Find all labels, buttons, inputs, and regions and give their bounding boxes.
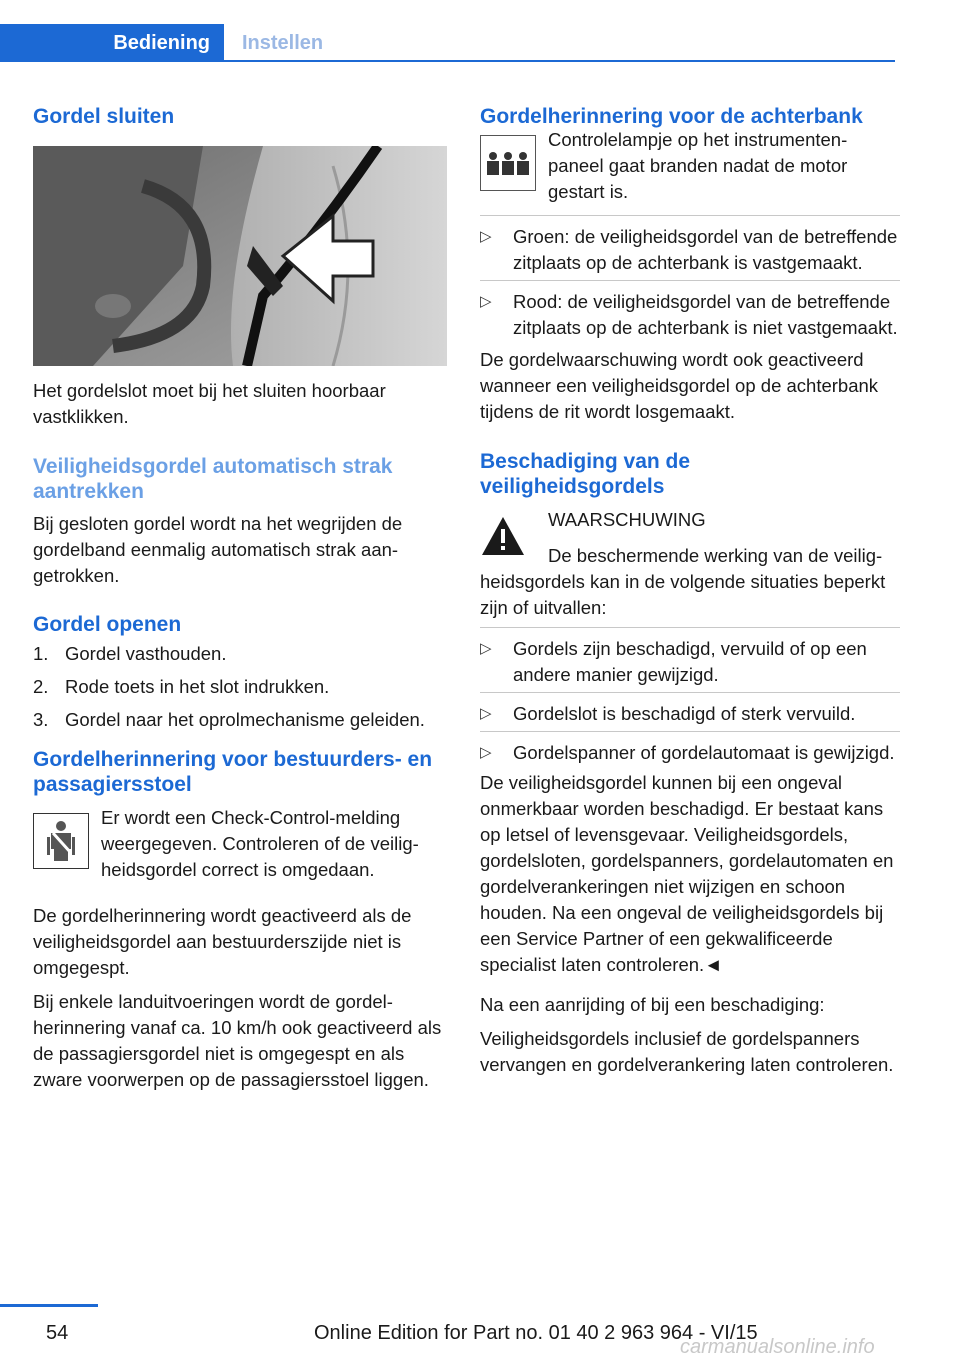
heading-gordel-openen: Gordel openen [33,613,182,636]
steps-list [33,641,453,733]
warning-triangle-icon [480,515,536,561]
heading-achterbank: Gordelherinnering voor de achterbank [480,105,863,128]
seat-photo-illustration [33,146,447,366]
right-column [480,100,900,1078]
rear-status-list [480,215,900,345]
list-item: 1. Gordel vasthouden. [33,643,227,664]
text-reminder-1: De gordelherinnering wordt geactiveerd als de veiligheidsgordel aan bestuurderszijde niet is omgegespt. [33,905,412,978]
page-number: 54 [46,1322,69,1344]
list-item: ▷ Gordelspanner of gordelautomaat is gewijzigd. [480,731,900,770]
list-item: 3. Gordel naar het oprolmechanisme geleiden. [33,709,425,730]
text-strak-aantrekken: Bij gesloten gordel wordt na het wegrijden de gordelband eenmalig automatisch strak aangetrokken. [33,513,403,586]
heading-gordelherinnering-voor: Gordelherinnering voor bestuurders- en passagiersstoel [33,748,433,796]
text-check-control: Er wordt een Check-Control-melding weergegeven. Controleren of de veiligheidsgordel correct is omgedaan. [101,807,419,880]
heading-strak-aantrekken: Veiligheidsgordel automatisch strak aantrekken [33,455,393,503]
left-column [33,100,453,1093]
triangle-bullet-icon: ▷ [480,744,492,761]
rear-icon-block [480,131,900,205]
header-divider [0,60,895,62]
text-damage: De veiligheidsgordel kunnen bij een ongeval onmerkbaar worden beschadigd. Er bestaat kans op letsel of levensgevaar. Veiligheidsgordels, gordelsloten, gordelspanners, gordelautomaten en gordelverankeringen niet wijzigen en schoon houden. Na een ongeval de veiligheidsgordels bij een Service Partner of een gekwalificeerde specialist laten controleren.◄ [480,772,894,975]
triangle-bullet-icon: ▷ [480,640,492,657]
heading-gordel-sluiten: Gordel sluiten [33,105,175,128]
text-after-1: Na een aanrijding of bij een beschadiging: [480,994,825,1015]
triangle-bullet-icon: ▷ [480,293,492,310]
rear-seats-icon [480,135,536,191]
reminder-icon-block [33,809,453,883]
footer-divider [0,1304,98,1307]
damage-list [480,627,900,770]
list-item: ▷ Gordelslot is beschadigd of sterk vervuild. [480,692,900,731]
text-controlelampje: Controlelampje op het instrumentenpaneel gaat branden nadat de motor gestart is. [548,129,848,202]
text-gordel-sluiten: Het gordelslot moet bij het sluiten hoorbaar vastklikken. [33,380,386,427]
text-warning-intro: De beschermende werking van de veiligheidsgordels kan in de volgende situaties beperkt zijn of uitvallen: [480,545,886,618]
list-item: ▷ Gordels zijn beschadigd, vervuild of op een andere manier gewijzigd. [480,627,900,692]
text-gordelwaarschuwing: De gordelwaarschuwing wordt ook geactiveerd wanneer een veiligheidsgordel op de achterbank tijdens de rit wordt losgemaakt. [480,349,879,422]
text-after-2: Veiligheidsgordels inclusief de gordelspanners vervangen en gordelverankering laten controleren. [480,1028,894,1075]
heading-beschadiging: Beschadiging van de veiligheidsgordels [480,450,691,498]
tab-instellen[interactable]: Instellen [242,31,324,54]
watermark: carmanualsonline.info [680,1336,875,1358]
list-item: ▷ Rood: de veiligheidsgordel van de betreffende zitplaats op de achterbank is niet vastgemaakt. [480,280,900,345]
list-item: ▷ Groen: de veiligheidsgordel van de betreffende zitplaats op de achterbank is vastgemaakt. [480,215,900,280]
seatbelt-warning-icon [33,813,89,869]
text-reminder-2: Bij enkele landuitvoeringen wordt de gordelherinnering vanaf ca. 10 km/h ook geactiveerd als de passagiersgordel niet is omgegespt en als zware voorwerpen op de passagiersstoel liggen. [33,991,442,1090]
triangle-bullet-icon: ▷ [480,705,492,722]
header-tabs [0,0,960,62]
triangle-bullet-icon: ▷ [480,228,492,245]
warning-label: WAARSCHUWING [548,509,706,530]
edition-text: Online Edition for Part no. 01 40 2 963 964 - VI/15 [314,1322,758,1344]
list-item: 2. Rode toets in het slot indrukken. [33,676,330,697]
seat-belt-buckle-photo [33,146,447,366]
tab-bediening[interactable]: Bediening [0,24,224,62]
